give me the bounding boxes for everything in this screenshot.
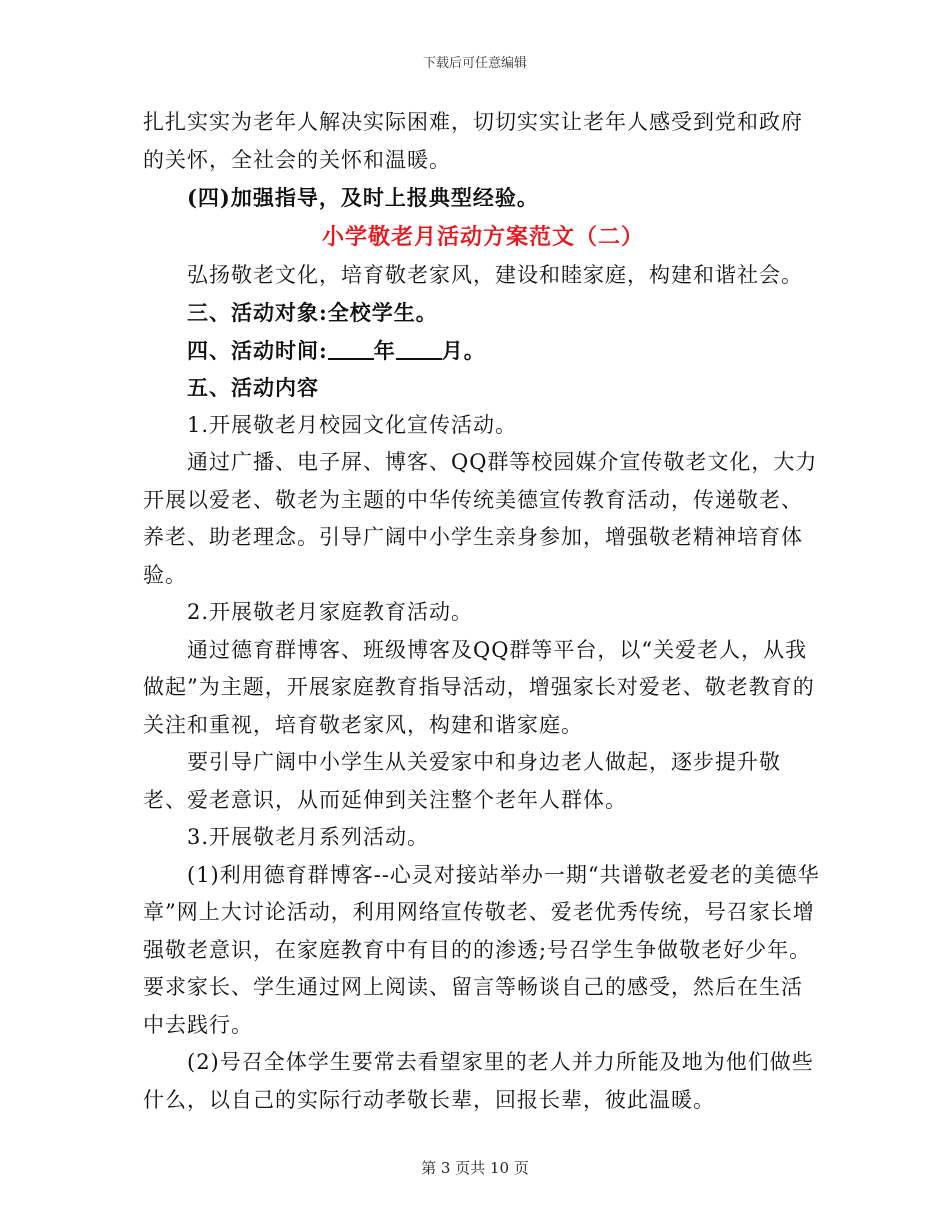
paragraph-3: 弘扬敬老文化，培育敬老家风，建设和睦家庭，构建和谐社会。 [187,262,803,287]
document-body [143,104,823,1119]
paragraph-2-heading: (四)加强指导，及时上报典型经验。 [187,185,539,210]
section-heading-participants: 三、活动对象:全校学生。 [187,300,438,325]
paragraph-1: 扎扎实实为老年人解决实际困难，切切实实让老年人感受到党和政府的关怀，全社会的关怀和温暖。 [143,110,803,172]
document-title: 小学敬老月活动方案范文（二） [321,223,644,250]
section-heading-content: 五、活动内容 [187,375,319,400]
item-1-body: 通过广播、电子屏、博客、QQ群等校园媒介宣传敬老文化，大力开展以爱老、敬老为主题的中华传统美德宣传教育活动，传递敬老、养老、助老理念。引导广阔中小学生亲身参加，增强敬老精神培育体验。 [143,450,818,587]
item-2-body-extra: 要引导广阔中小学生从关爱家中和身边老人做起，逐步提升敬老、爱老意识，从而延伸到关注整个老年人群体。 [143,750,781,812]
item-2-heading: 2.开展敬老月家庭教育活动。 [187,600,474,624]
item-3-heading: 3.开展敬老月系列活动。 [187,825,430,849]
blank-line-year [328,338,374,360]
time-month-label: 月。 [441,337,486,363]
item-2-body: 通过德育群博客、班级博客及QQ群等平台，以“关爱老人，从我做起”为主题，开展家庭教育指导活动，增强家长对爱老、敬老教育的关注和重视，培育敬老家风，构建和谐家庭。 [143,637,815,737]
item-1-heading: 1.开展敬老月校园文化宣传活动。 [187,412,518,437]
time-year-label: 年 [373,337,396,363]
item-3-sub-1: (1)利用德育群博客--心灵对接站举办一期“共谱敬老爱老的美德华章”网上大讨论活动，利用网络宣传敬老、爱老优秀传统，号召家长增强敬老意识，在家庭教育中有目的的渗透;号召学生争做敬老好少年。要求家长、学生通过网上阅读、留言等畅谈自己的感受，然后在生活中去践行。 [143,862,820,1037]
section-heading-time [143,332,823,370]
blank-line-month [396,338,442,360]
item-3-sub-2: (2)号召全体学生要常去看望家里的老人并力所能及地为他们做些什么，以自己的实际行动孝敬长辈，回报长辈，彼此温暖。 [143,1050,814,1112]
time-label: 四、活动时间: [187,337,328,363]
page-header-note: 下载后可任意编辑 [422,56,527,71]
page-number: 第 3 页共 10 页 [421,1159,529,1177]
